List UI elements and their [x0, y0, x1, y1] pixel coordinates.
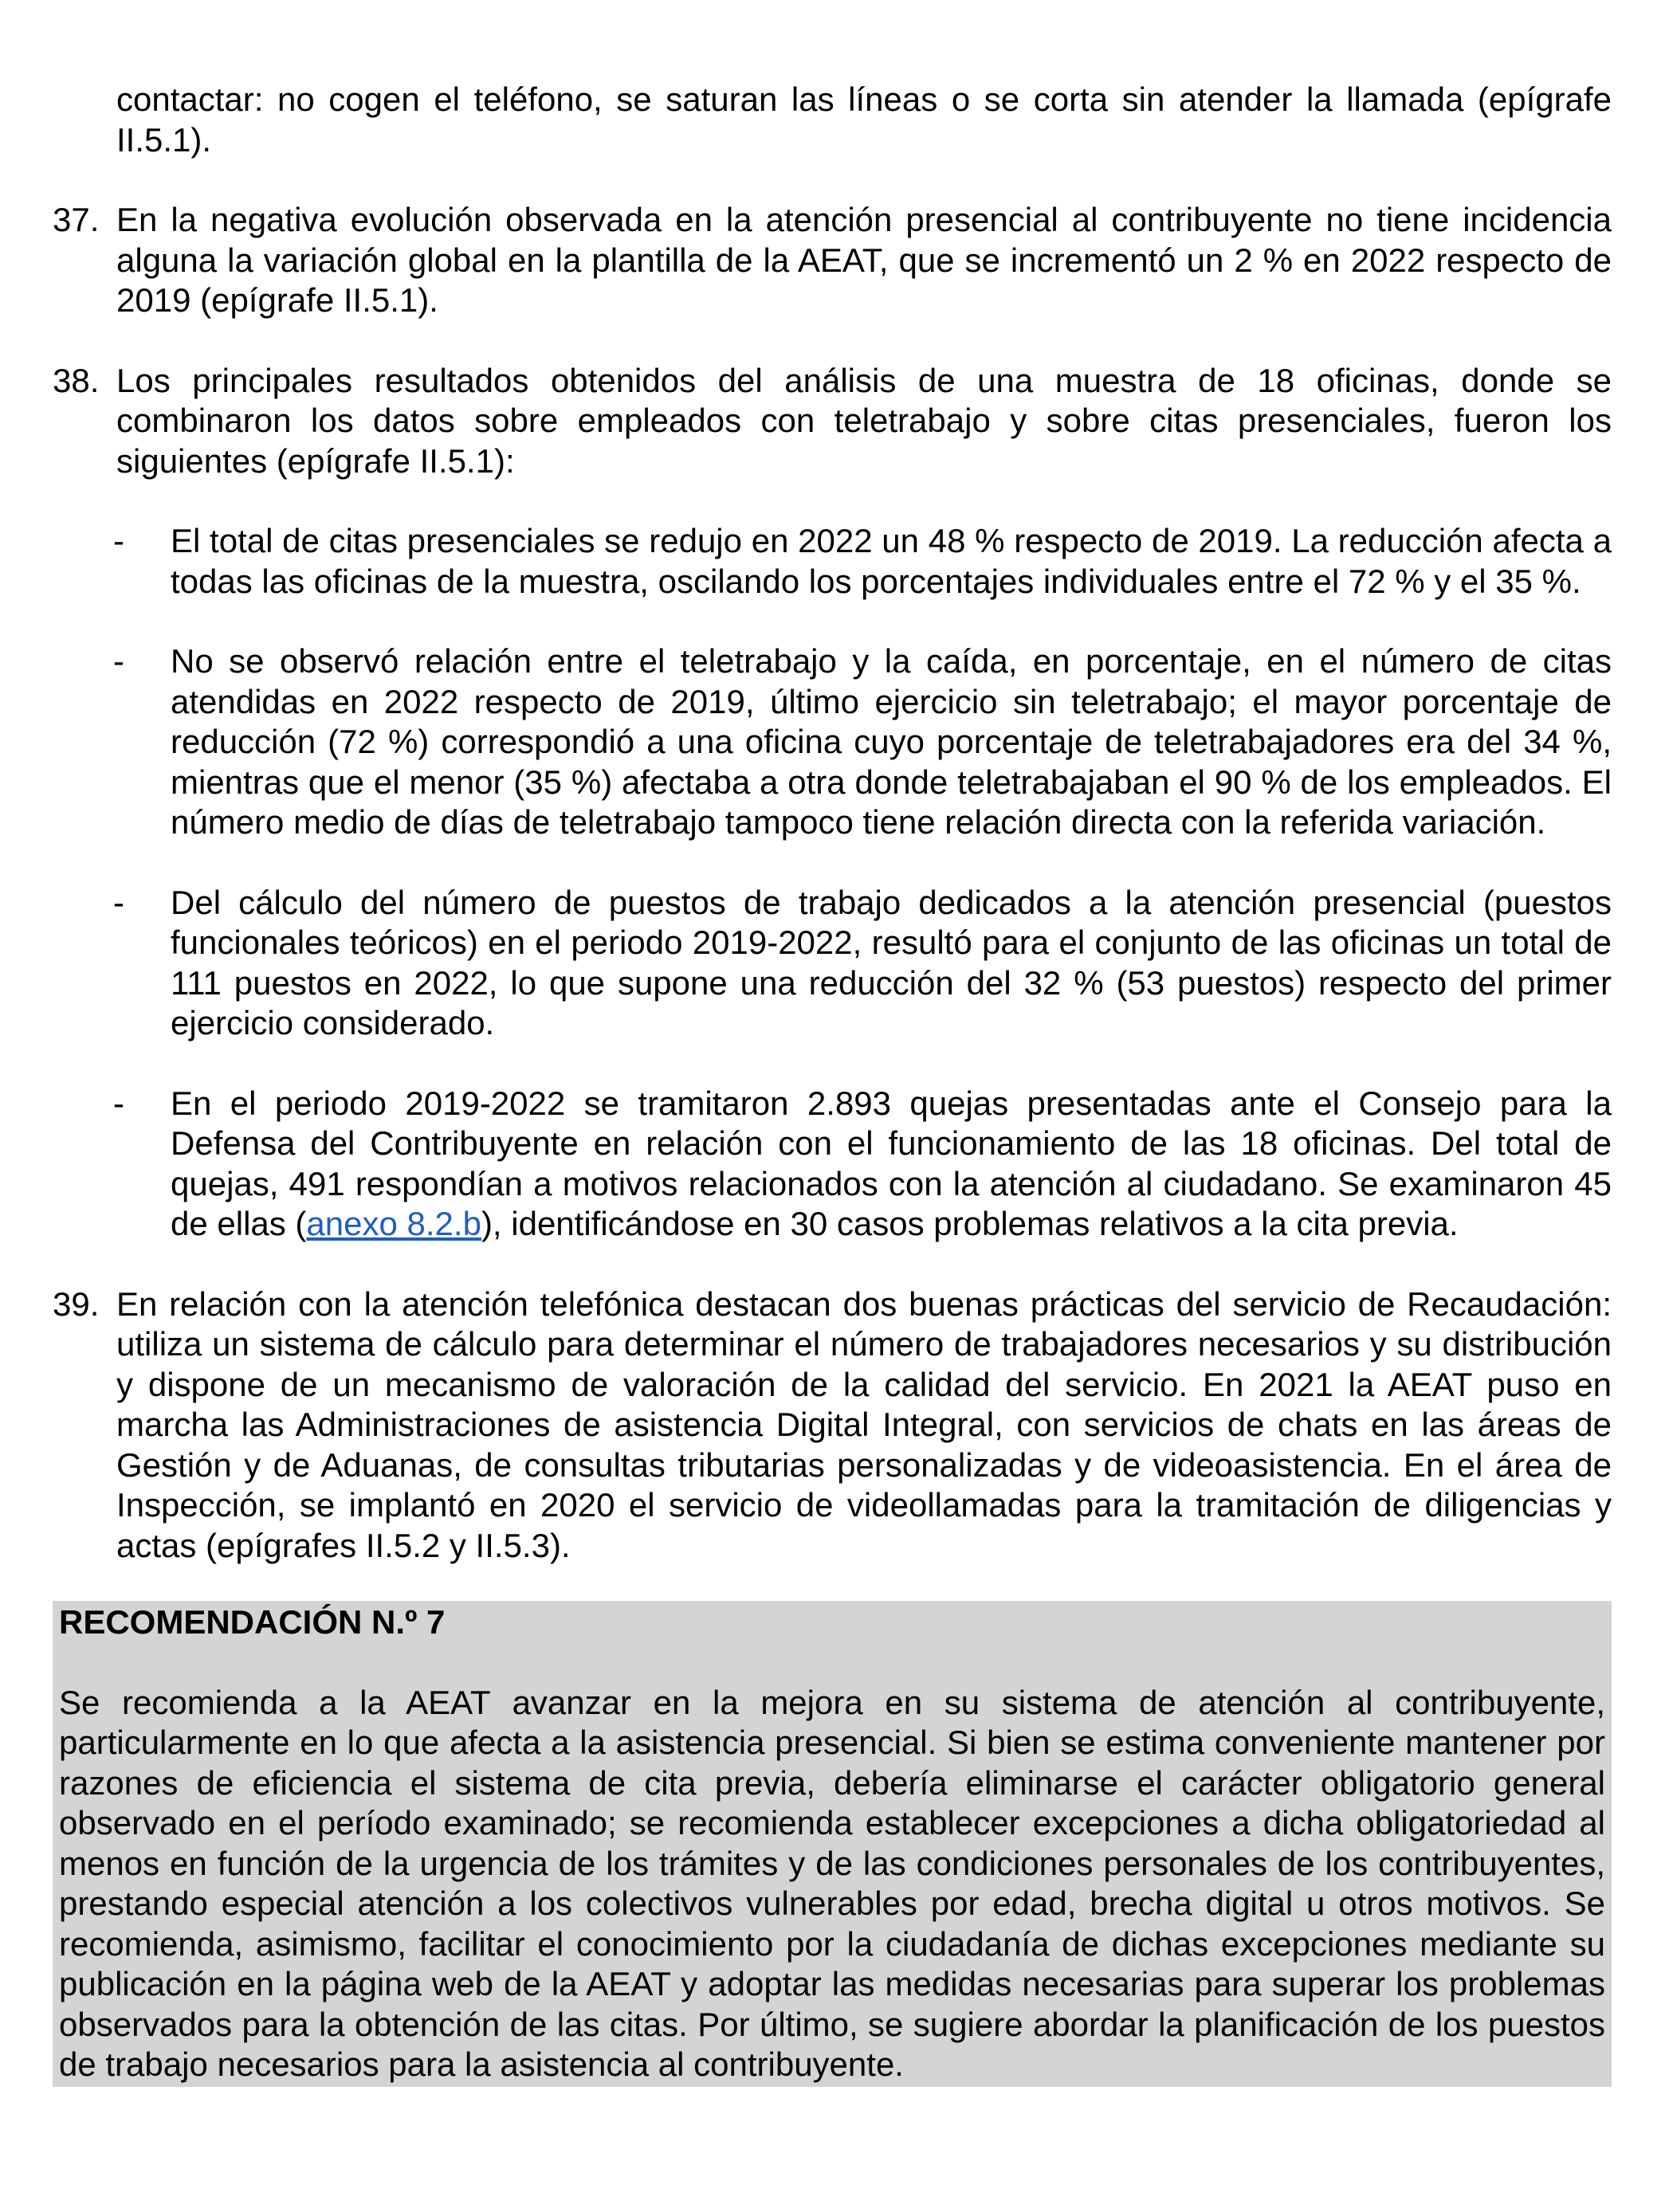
bullet-item	[113, 521, 1612, 602]
item-38	[53, 361, 1612, 482]
item-number: 39.	[53, 1284, 100, 1323]
continuation-paragraph: contactar: no cogen el teléfono, se saturan las líneas o se corta sin atender la llamada (epígrafe II.5.1).	[116, 80, 1612, 159]
document-page	[53, 80, 1612, 2087]
item-text: En la negativa evolución observada en la atención presencial al contribuyente no tiene incidencia alguna la variación global en la plantilla de la AEAT, que se incrementó un 2 % en 2022 respecto de 2019 (epígrafe II.5.1).	[116, 201, 1612, 319]
bullet-dash: -	[113, 522, 124, 559]
bullet-text: El total de citas presenciales se redujo en 2022 un 48 % respecto de 2019. La reducción afecta a todas las oficinas de la muestra, oscilando los porcentajes individuales entre el 72 % y el 35 %.	[171, 522, 1612, 600]
recommendation-title: RECOMENDACIÓN N.º 7	[59, 1603, 446, 1641]
recommendation-box	[53, 1601, 1612, 2087]
bullet-item	[113, 883, 1612, 1044]
item-37	[53, 200, 1612, 321]
item-39	[53, 1284, 1612, 1567]
recommendation-body: Se recomienda a la AEAT avanzar en la mejora en su sistema de atención al contribuyente, particularmente en lo que afecta a la asistencia presencial. Si bien se estima conveniente mantener por razones de eficiencia el sistema de cita previa, debería eliminarse el carácter obligatorio general observado en el período examinado; se recomienda establecer excepciones a dicha obligatoriedad al menos en función de la urgencia de los trámites y de las condiciones personales de los contribuyentes, prestando especial atención a los colectivos vulnerables por edad, brecha digital u otros motivos. Se recomienda, asimismo, facilitar el conocimiento por la ciudadanía de dichas excepciones mediante su publicación en la página web de la AEAT y adoptar las medidas necesarias para superar los problemas observados para la obtención de las citas. Por último, se sugiere abordar la planificación de los puestos de trabajo necesarios para la asistencia al contribuyente.	[59, 1683, 1605, 2083]
bullet-dash: -	[113, 1084, 124, 1122]
bullet-text: Del cálculo del número de puestos de trabajo dedicados a la atención presencial (puestos funcionales teóricos) en el periodo 2019-2022, resultó para el conjunto de las oficinas un total de 111 puestos en 2022, lo que supone una reducción del 32 % (53 puestos) respecto del primer ejercicio considerado.	[171, 883, 1612, 1041]
bullet-text-after: ), identificándose en 30 casos problemas relativos a la cita previa.	[481, 1205, 1459, 1242]
bullet-dash: -	[113, 883, 124, 921]
bullet-item	[113, 1084, 1612, 1245]
bullet-dash: -	[113, 642, 124, 680]
item-text: En relación con la atención telefónica destacan dos buenas prácticas del servicio de Recaudación: utiliza un sistema de cálculo para determinar el número de trabajadores necesarios y su distribución y dispone de un mecanismo de valoración de la calidad del servicio. En 2021 la AEAT puso en marcha las Administraciones de asistencia Digital Integral, con servicios de chats en las áreas de Gestión y de Aduanas, de consultas tributarias personalizadas y de videoasistencia. En el área de Inspección, se implantó en 2020 el servicio de videollamadas para la tramitación de diligencias y actas (epígrafes II.5.2 y II.5.3).	[116, 1284, 1612, 1564]
item-number: 38.	[53, 361, 100, 399]
annex-link[interactable]: anexo 8.2.b	[306, 1205, 481, 1242]
bullet-text: No se observó relación entre el teletrabajo y la caída, en porcentaje, en el número de citas atendidas en 2022 respecto de 2019, último ejercicio sin teletrabajo; el mayor porcentaje de reducción (72 %) correspondió a una oficina cuyo porcentaje de teletrabajadores era del 34 %, mientras que el menor (35 %) afectaba a otra donde teletrabajaban el 90 % de los empleados. El número medio de días de teletrabajo tampoco tiene relación directa con la referida variación.	[171, 642, 1612, 841]
item-number: 37.	[53, 201, 100, 238]
item-text: Los principales resultados obtenidos del análisis de una muestra de 18 oficinas, donde se combinaron los datos sobre empleados con teletrabajo y sobre citas presenciales, fueron los siguientes (epígrafe II.5.1):	[116, 361, 1612, 480]
bullet-item	[113, 641, 1612, 843]
bullet-text-before: En el periodo 2019-2022 se tramitaron 2.893 quejas presentadas ante el Consejo para la Defensa del Contribuyente en relación con el funcionamiento de las 18 oficinas. Del total de quejas, 491 respondían a motivos relacionados con la atención al ciudadano. Se examinaron 45 de ellas (	[171, 1084, 1612, 1242]
